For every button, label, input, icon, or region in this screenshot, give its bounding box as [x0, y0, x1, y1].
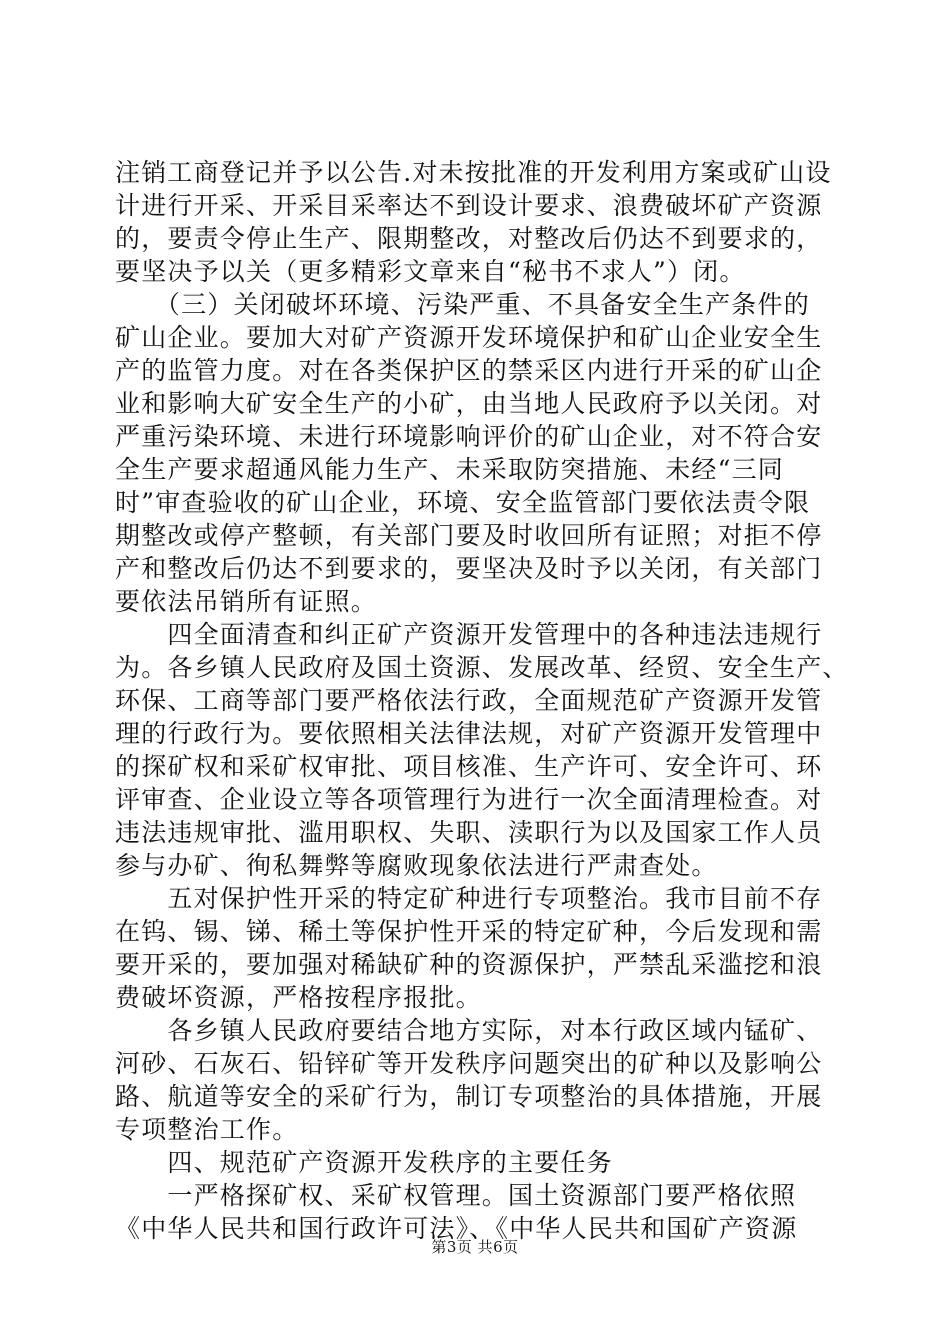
text-line: 产和整改后仍达不到要求的，要坚决及时予以关闭，有关部门	[115, 554, 823, 583]
text-line: 费破坏资源，严格按程序报批。	[115, 983, 482, 1012]
document-body	[115, 156, 849, 1245]
text-line: 矿山企业。要加大对矿产资源开发环境保护和矿山企业安全生	[115, 323, 823, 352]
text-line: 环保、工商等部门要严格依法行政，全面规范矿产资源开发管	[115, 686, 823, 715]
text-line: 要坚决予以关（更多精彩文章来自“秘书不求人”）闭。	[115, 257, 746, 286]
page-number-footer: 第3页 共6页	[431, 1238, 519, 1256]
text-line: 一严格探矿权、采矿权管理。国土资源部门要严格依照	[115, 1181, 797, 1210]
text-line: （三）关闭破坏环境、污染严重、不具备安全生产条件的	[115, 290, 810, 319]
text-line: 计进行开采、开采目采率达不到设计要求、浪费破坏矿产资源	[115, 191, 823, 220]
text-line: 全生产要求超通风能力生产、未采取防突措施、未经“三同	[115, 455, 784, 484]
text-line: 严重污染环境、未进行环境影响评价的矿山企业，对不符合安	[115, 422, 823, 451]
text-line: 的，要责令停止生产、限期整改，对整改后仍达不到要求的，	[115, 224, 823, 253]
text-line: 要依法吊销所有证照。	[115, 587, 378, 616]
text-line: 河砂、石灰石、铅锌矿等开发秩序问题突出的矿种以及影响公	[115, 1049, 823, 1078]
text-line: 专项整治工作。	[115, 1115, 299, 1144]
text-line: 路、航道等安全的采矿行为，制订专项整治的具体措施，开展	[115, 1082, 823, 1111]
text-line: 四全面清查和纠正矿产资源开发管理中的各种违法违规行	[115, 620, 823, 649]
text-line: 违法违规审批、滥用职权、失职、渎职行为以及国家工作人员	[115, 818, 823, 847]
text-line: 四、规范矿产资源开发秩序的主要任务	[115, 1148, 613, 1177]
text-line: 时”审查验收的矿山企业，环境、安全监管部门要依法责令限	[115, 488, 811, 517]
text-line: 在钨、锡、锑、稀土等保护性开采的特定矿种，今后发现和需	[115, 917, 823, 946]
text-line: 要开采的，要加强对稀缺矿种的资源保护，严禁乱采滥挖和浪	[115, 950, 823, 979]
text-line: 评审查、企业设立等各项管理行为进行一次全面清理检查。对	[115, 785, 823, 814]
text-line: 为。各乡镇人民政府及国土资源、发展改革、经贸、安全生产、	[115, 653, 849, 682]
text-line: 业和影响大矿安全生产的小矿，由当地人民政府予以关闭。对	[115, 389, 823, 418]
text-line: 注销工商登记并予以公告.对未按批准的开发利用方案或矿山设	[115, 158, 832, 187]
text-line: 理的行政行为。要依照相关法律法规，对矿产资源开发管理中	[115, 719, 823, 748]
text-line: 《中华人民共和国行政许可法》、《中华人民共和国矿产资源	[115, 1214, 798, 1243]
text-line: 各乡镇人民政府要结合地方实际，对本行政区域内锰矿、	[115, 1016, 823, 1045]
text-line: 五对保护性开采的特定矿种进行专项整治。我市目前不存	[115, 884, 823, 913]
text-line: 产的监管力度。对在各类保护区的禁采区内进行开采的矿山企	[115, 356, 823, 385]
text-line: 期整改或停产整顿，有关部门要及时收回所有证照；对拒不停	[115, 521, 823, 550]
text-line: 参与办矿、徇私舞弊等腐败现象依法进行严肃查处。	[115, 851, 718, 880]
text-line: 的探矿权和采矿权审批、项目核准、生产许可、安全许可、环	[115, 752, 823, 781]
